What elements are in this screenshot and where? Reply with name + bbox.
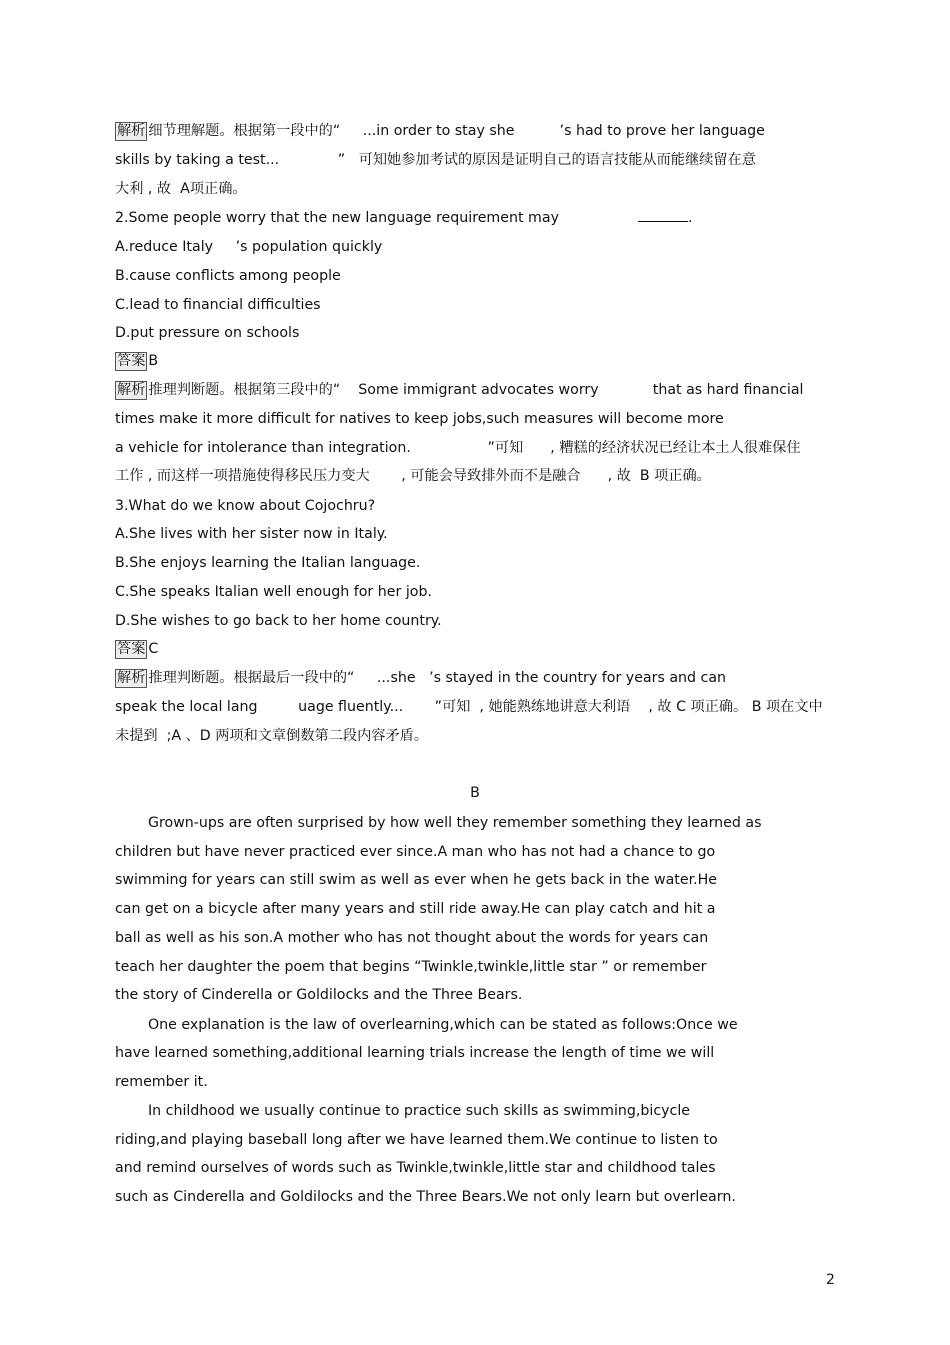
q1-analysis-line-1 (115, 122, 765, 141)
q3-option-d (115, 612, 442, 630)
passage-line: Grown-ups are often surprised by how well they remember something they learned as (148, 815, 762, 831)
q1-analysis-line-2 (115, 151, 756, 169)
option-text: A.reduce Italy ’s population quickly (115, 239, 383, 255)
passage-line: the story of Cinderella or Goldilocks and the Three Bears. (115, 987, 523, 1003)
analysis-text: 工作 , 而这样一项措施使得移民压力变大 , 可能会导致排外而不是融合 , 故 B 项正确。 (115, 468, 711, 484)
passage-line: One explanation is the law of overlearning,which can be stated as follows:Once we (148, 1017, 738, 1033)
analysis-tag: 解析 (117, 382, 146, 398)
q2-analysis-line-1 (115, 381, 803, 400)
answer-blank (638, 209, 688, 222)
answer-tag: 答案 (117, 353, 146, 369)
q2-option-a (115, 238, 382, 256)
page-number: 2 (826, 1272, 835, 1288)
q3-option-b (115, 554, 420, 572)
option-text: B.She enjoys learning the Italian language. (115, 555, 421, 571)
passage-line: swimming for years can still swim as well as ever when he gets back in the water.He (115, 872, 718, 888)
passage-line: can get on a bicycle after many years and still ride away.He can play catch and hit a (115, 901, 716, 917)
analysis-tag: 解析 (117, 123, 146, 139)
passage-line: such as Cinderella and Goldilocks and the Three Bears.We not only learn but overlearn. (115, 1189, 736, 1205)
q3-analysis-line-1 (115, 669, 726, 688)
analysis-text: 推理判断题。根据第三段中的“ Some immigrant advocates worry that as hard financial (148, 382, 804, 398)
passage-line: ball as well as his son.A mother who has not thought about the words for years can (115, 930, 709, 946)
analysis-text: 细节理解题。根据第一段中的“ ...in order to stay she ’s had to prove her language (148, 123, 765, 139)
passage-line: In childhood we usually continue to practice such skills as swimming,bicycle (148, 1103, 691, 1119)
q3-question (115, 497, 375, 515)
q2-question (115, 209, 692, 227)
analysis-text: 未提到 ;A 、D 两项和文章倒数第二段内容矛盾。 (115, 728, 429, 744)
passage-line: riding,and playing baseball long after we have learned them.We continue to listen to (115, 1132, 718, 1148)
q1-analysis-line-3 (115, 180, 247, 198)
option-text: C.lead to financial difficulties (115, 297, 321, 313)
analysis-text: speak the local lang uage fluently... ”可知 , 她能熟练地讲意大利语 , 故 C 项正确。 B 项在文中 (115, 699, 823, 715)
question-text: 3.What do we know about Cojochru? (115, 498, 376, 514)
answer-value: B (148, 353, 159, 369)
analysis-text: times make it more difficult for natives to keep jobs,such measures will become more (115, 411, 724, 427)
passage-line: remember it. (115, 1074, 208, 1090)
q2-option-c (115, 296, 321, 314)
analysis-text: skills by taking a test... ” 可知她参加考试的原因是证明自己的语言技能从而能继续留在意 (115, 152, 756, 168)
q3-option-a (115, 525, 388, 543)
passage-line: teach her daughter the poem that begins “Twinkle,twinkle,little star ” or remember (115, 959, 707, 975)
option-text: B.cause conflicts among people (115, 268, 341, 284)
passage-line: and remind ourselves of words such as Twinkle,twinkle,little star and childhood tales (115, 1160, 716, 1176)
q2-option-b (115, 267, 341, 285)
option-text: C.She speaks Italian well enough for her job. (115, 584, 432, 600)
question-end: . (687, 210, 693, 226)
q3-answer (115, 640, 158, 659)
answer-value: C (148, 641, 159, 657)
q3-option-c (115, 583, 432, 601)
option-text: A.She lives with her sister now in Italy. (115, 526, 388, 542)
answer-tag: 答案 (117, 641, 146, 657)
q2-analysis-line-3 (115, 439, 801, 457)
option-text: D.She wishes to go back to her home country. (115, 613, 442, 629)
q2-analysis-line-4 (115, 467, 711, 485)
analysis-text: 推理判断题。根据最后一段中的“ ...she ’s stayed in the country for years and can (148, 670, 727, 686)
passage-title: B (470, 785, 480, 801)
q3-analysis-line-3 (115, 727, 428, 745)
option-text: D.put pressure on schools (115, 325, 300, 341)
q2-analysis-line-2 (115, 410, 724, 428)
passage-line: have learned something,additional learning trials increase the length of time we will (115, 1045, 715, 1061)
analysis-text: 大利 , 故 A项正确。 (115, 181, 247, 197)
q2-answer (115, 352, 158, 371)
q3-analysis-line-2 (115, 698, 823, 716)
analysis-text: a vehicle for intolerance than integration. ”可知 , 糟糕的经济状况已经让本土人很难保住 (115, 440, 801, 456)
q2-option-d (115, 324, 299, 342)
analysis-tag: 解析 (117, 670, 146, 686)
passage-line: children but have never practiced ever since.A man who has not had a chance to go (115, 844, 716, 860)
question-text: 2.Some people worry that the new language requirement may (115, 210, 559, 226)
